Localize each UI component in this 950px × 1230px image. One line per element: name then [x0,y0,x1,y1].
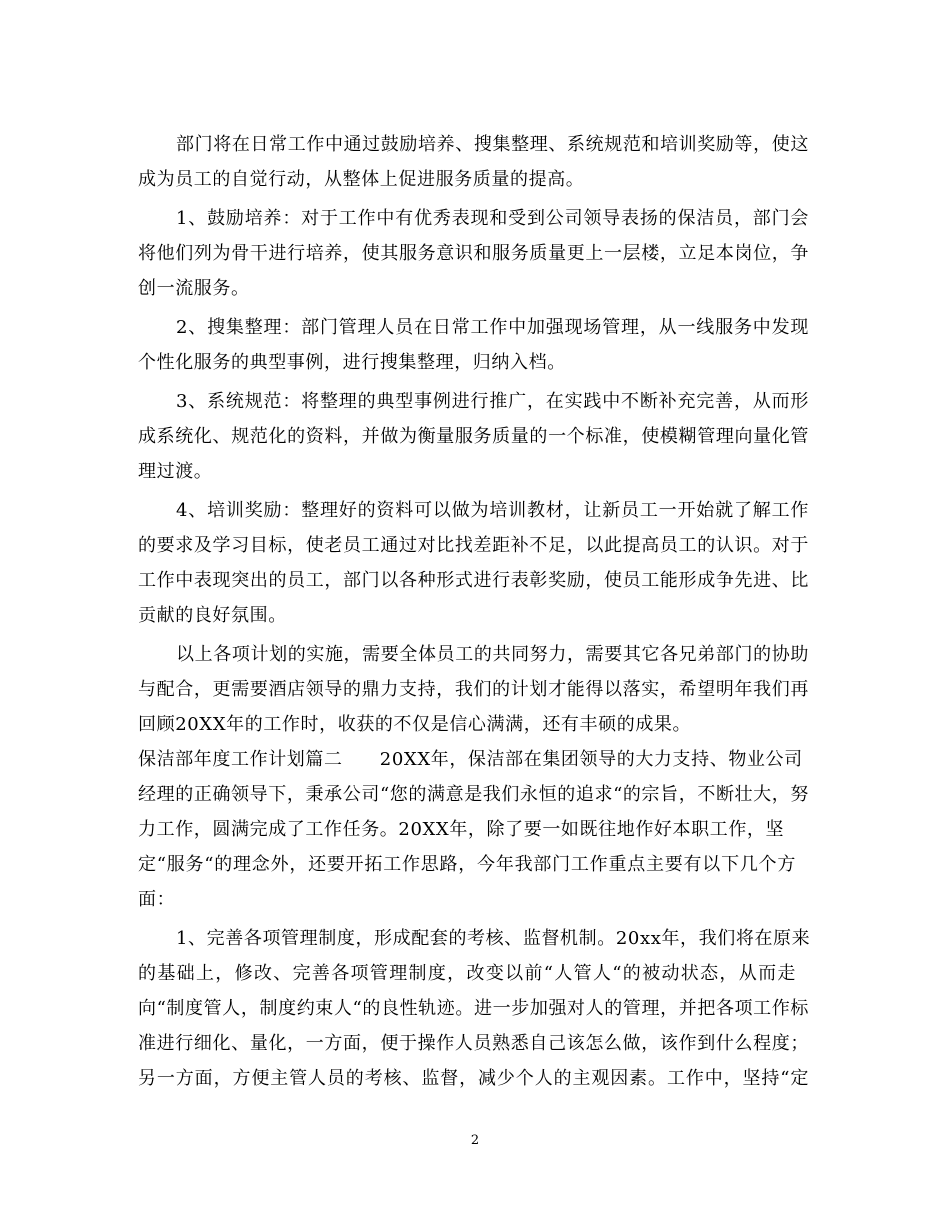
text-line: 理过渡。 [138,461,213,482]
text-line: 1、鼓励培养：对于工作中有优秀表现和受到公司领导表扬的保洁员，部门会 [176,208,809,229]
text-line: 保洁部年度工作计划篇二 20XX年，保洁部在集团领导的大力支持、物业公司 [138,749,803,770]
text-line: 的要求及学习目标，使老员工通过对比找差距补不足，以此提高员工的认识。对于 [138,535,809,556]
text-line: 的基础上，修改、完善各项管理制度，改变以前“人管人“的被动状态，从而走 [138,963,796,984]
text-line: 3、系统规范：将整理的典型事例进行推广，在实践中不断补充完善，从而形 [176,391,809,412]
text-line: 成系统化、规范化的资料，并做为衡量服务质量的一个标准，使模糊管理向量化管 [138,426,809,447]
text-line: 向“制度管人，制度约束人“的良性轨迹。进一步加强对人的管理，并把各项工作标 [138,998,809,1019]
text-line: 以上各项计划的实施，需要全体员工的共同努力，需要其它各兄弟部门的协助 [176,644,809,665]
text-line: 部门将在日常工作中通过鼓励培养、搜集整理、系统规范和培训奖励等，使这 [176,134,809,155]
text-line: 4、培训奖励：整理好的资料可以做为培训教材，让新员工一开始就了解工作 [176,500,809,521]
text-line: 与配合，更需要酒店领导的鼎力支持，我们的计划才能得以落实，希望明年我们再 [138,679,809,700]
text-line: 创一流服务。 [138,278,250,299]
text-line: 准进行细化、量化，一方面，便于操作人员熟悉自己该怎么做，该作到什么程度； [138,1033,809,1054]
text-line: 成为员工的自觉行动，从整体上促进服务质量的提高。 [138,169,585,190]
text-line: 面： [138,889,176,910]
text-line: 另一方面，方便主管人员的考核、监督，减少个人的主观因素。工作中，坚持“定 [138,1068,809,1089]
page-number: 2 [470,1133,480,1148]
text-line: 将他们列为骨干进行培养，使其服务意识和服务质量更上一层楼，立足本岗位，争 [138,243,809,264]
text-line: 回顾20XX年的工作时，收获的不仅是信心满满，还有丰硕的成果。 [138,714,692,735]
text-line: 力工作，圆满完成了工作任务。20XX年，除了要一如既往地作好本职工作，坚 [138,819,785,840]
text-line: 工作中表现突出的员工，部门以各种形式进行表彰奖励，使员工能形成争先进、比 [138,570,809,591]
text-line: 1、完善各项管理制度，形成配套的考核、监督机制。20xx年，我们将在原来 [176,928,811,949]
text-line: 2、搜集整理：部门管理人员在日常工作中加强现场管理，从一线服务中发现 [176,317,809,338]
text-line: 定“服务“的理念外，还要开拓工作思路，今年我部门工作重点主要有以下几个方 [138,854,796,875]
text-line: 贡献的良好氛围。 [138,605,287,626]
text-line: 个性化服务的典型事例，进行搜集整理，归纳入档。 [138,352,566,373]
text-line: 经理的正确领导下，秉承公司“您的满意是我们永恒的追求“的宗旨，不断壮大，努 [138,784,809,805]
